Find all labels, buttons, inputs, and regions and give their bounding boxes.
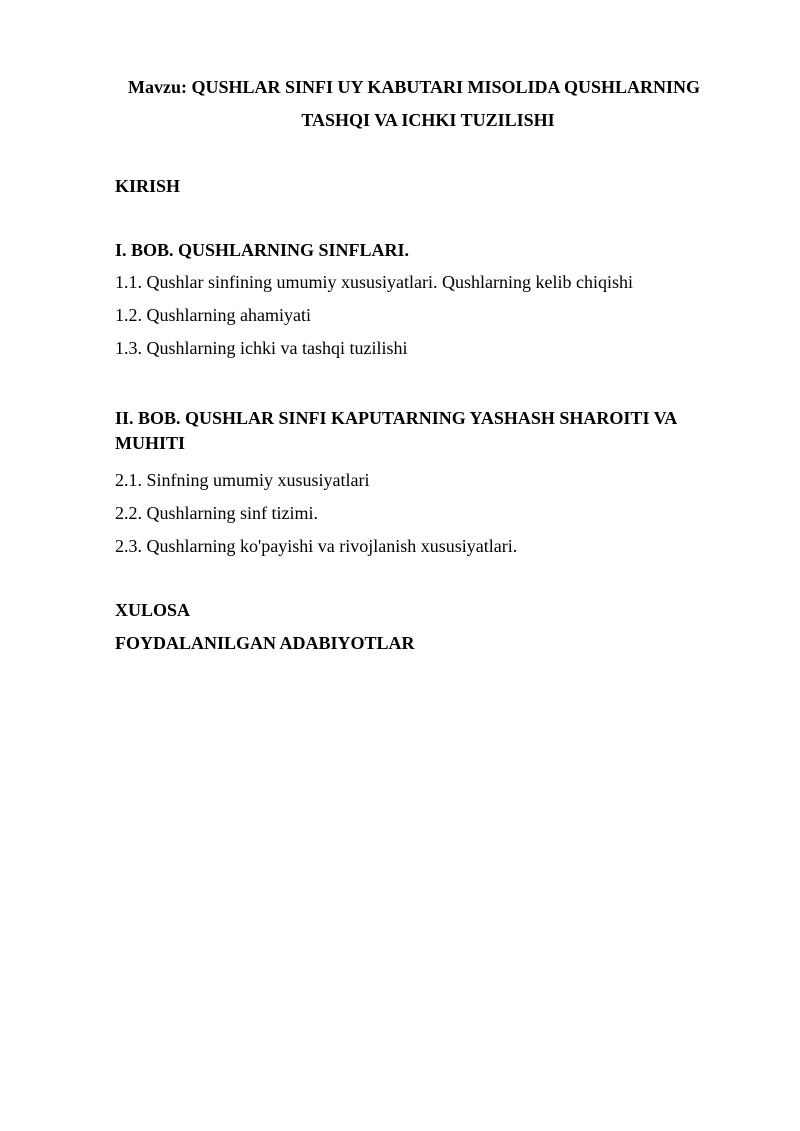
intro-heading: KIRISH bbox=[115, 176, 181, 196]
document-title-line-1: Mavzu: QUSHLAR SINFI UY KABUTARI MISOLIDA QUSHLARNING bbox=[127, 77, 701, 97]
chapter-1-item: 1.3. Qushlarning ichki va tashqi tuzilishi bbox=[115, 338, 408, 358]
document-title-line-2: TASHQI VA ICHKI TUZILISHI bbox=[301, 110, 555, 130]
chapter-2-item: 2.3. Qushlarning ko'payishi va rivojlanish xususiyatlari. bbox=[115, 536, 518, 556]
chapter-2-item: 2.1. Sinfning umumiy xususiyatlari bbox=[115, 470, 370, 490]
chapter-2-item: 2.2. Qushlarning sinf tizimi. bbox=[115, 503, 318, 523]
chapter-2-heading-line-1: II. BOB. QUSHLAR SINFI KAPUTARNING YASHASH SHAROITI VA bbox=[115, 408, 678, 428]
chapter-1-item: 1.2. Qushlarning ahamiyati bbox=[115, 305, 311, 325]
chapter-1-heading: I. BOB. QUSHLARNING SINFLARI. bbox=[115, 240, 410, 260]
chapter-2-heading-line-2: MUHITI bbox=[115, 433, 186, 453]
conclusion-heading: XULOSA bbox=[115, 600, 191, 620]
chapter-1-item: 1.1. Qushlar sinfining umumiy xususiyatlari. Qushlarning kelib chiqishi bbox=[115, 272, 633, 292]
references-heading: FOYDALANILGAN ADABIYOTLAR bbox=[115, 633, 415, 653]
